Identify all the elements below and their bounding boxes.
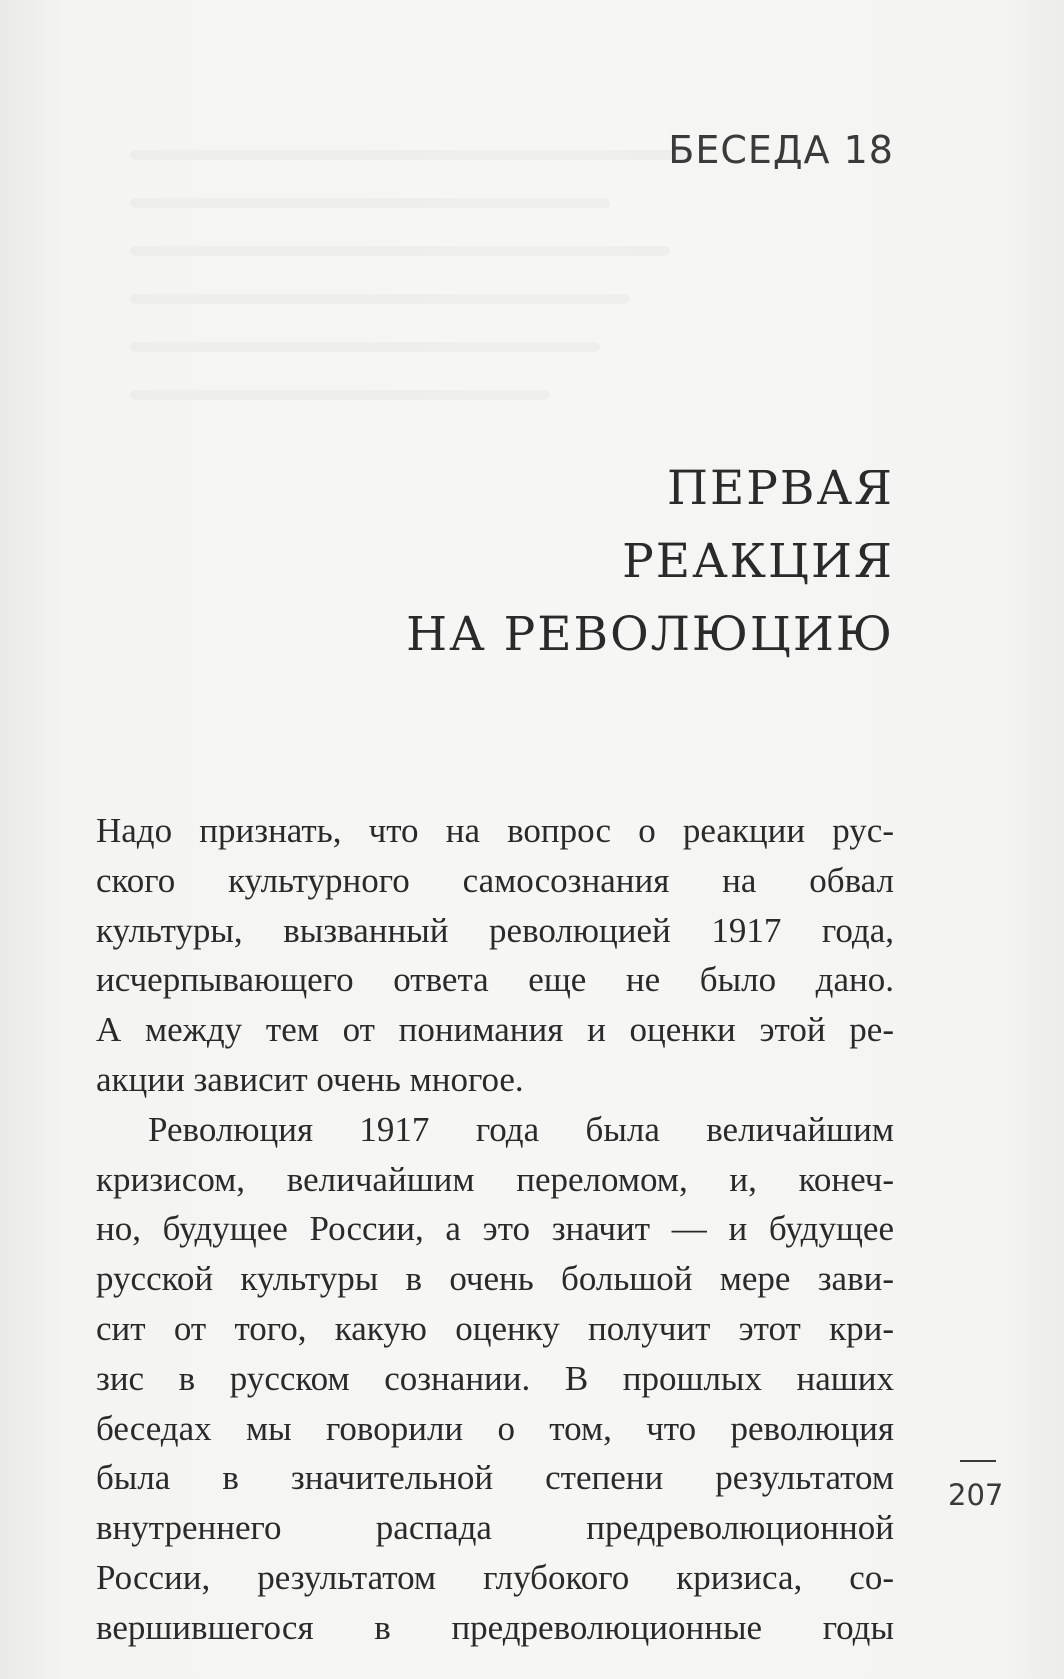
page-number: 207: [948, 1478, 1004, 1512]
folio-dash: [960, 1460, 996, 1462]
chapter-title: [406, 452, 894, 671]
show-through: [130, 294, 630, 304]
show-through: [130, 198, 610, 208]
running-head: БЕСЕДА 18: [668, 128, 894, 172]
text-line: внутреннего распада предреволюционной: [96, 1508, 894, 1548]
text-line: А между тем от понимания и оценки этой ре-: [96, 1010, 894, 1050]
text-line: исчерпывающего ответа еще не было дано.: [96, 960, 894, 1000]
show-through: [130, 246, 670, 256]
text-line: была в значительной степени результатом: [96, 1458, 894, 1498]
chapter-title-line: РЕАКЦИЯ: [622, 534, 894, 589]
paragraph-1: [96, 806, 894, 1105]
text-line: ского культурного самосознания на обвал: [96, 860, 894, 900]
show-through: [130, 390, 550, 400]
chapter-title-line: ПЕРВАЯ: [666, 461, 894, 516]
text-line: беседах мы говорили о том, что революция: [96, 1408, 894, 1448]
text-line: акции зависит очень многое.: [96, 1059, 524, 1099]
body-text: [96, 806, 894, 1653]
text-line: русской культуры в очень большой мере зави-: [96, 1259, 894, 1299]
text-line: зис в русском сознании. В прошлых наших: [96, 1358, 894, 1398]
text-line: культуры, вызванный революцией 1917 года,: [96, 910, 894, 950]
text-line: Надо признать, что на вопрос о реакции рус-: [96, 811, 894, 850]
text-line: вершившегося в предреволюционные годы: [96, 1607, 894, 1647]
text-line: Революция 1917 года была величайшим: [148, 1109, 894, 1149]
show-through: [130, 342, 600, 352]
text-line: кризисом, величайшим переломом, и, конеч-: [96, 1159, 894, 1199]
chapter-title-line: НА РЕВОЛЮЦИЮ: [406, 607, 894, 662]
paragraph-2: [96, 1105, 894, 1653]
show-through: [130, 150, 690, 160]
text-line: но, будущее России, а это значит — и будущее: [96, 1209, 894, 1249]
text-line: России, результатом глубокого кризиса, со-: [96, 1557, 894, 1597]
text-line: сит от того, какую оценку получит этот кри-: [96, 1308, 894, 1348]
